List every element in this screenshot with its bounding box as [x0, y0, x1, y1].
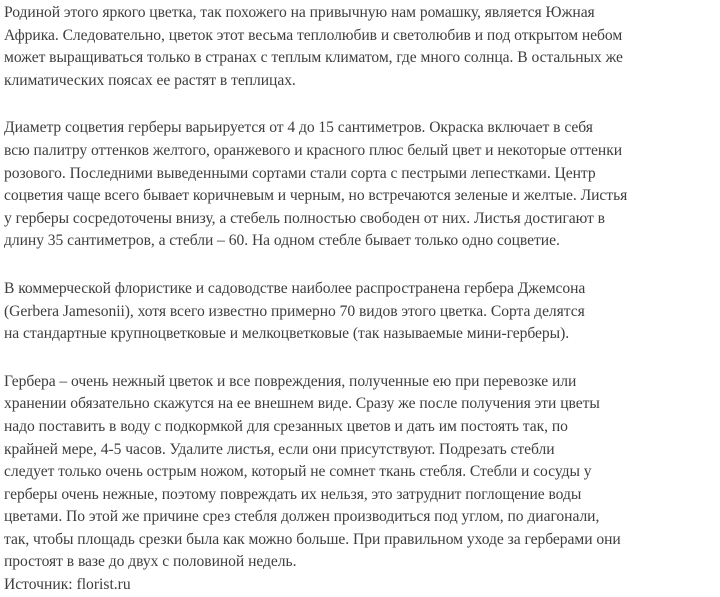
paragraph-description — [4, 117, 718, 253]
text-line: цветами. По этой же причине срез стебля должен производиться под углом, по диагонали, — [4, 508, 600, 526]
text-line: Африка. Следовательно, цветок этот весьма теплолюбив и светолюбив и под открытом небом — [4, 26, 623, 44]
text-line: простоят в вазе до двух с половиной недель. — [4, 553, 297, 571]
text-line: хранении обязательно скажутся на ее внешнем виде. Сразу же после получения эти цветы — [4, 395, 600, 413]
text-line: герберы очень нежные, поэтому повреждать их нельзя, это затруднит поглощение воды — [4, 485, 582, 503]
text-line: крайней мере, 4-5 часов. Удалите листья, если они присутствуют. Подрезать стебли — [4, 440, 555, 458]
text-line: климатических поясах ее растят в теплицах. — [4, 71, 296, 89]
text-line: Диаметр соцветия герберы варьируется от 4 до 15 сантиметров. Окраска включает в себя — [4, 119, 593, 137]
text-line: следует только очень острым ножом, который не сомнет ткань стебля. Стебли и сосуды у — [4, 463, 592, 481]
text-line: может выращиваться только в странах с теплым климатом, где много солнца. В остальных же — [4, 49, 623, 67]
text-line: надо поставить в воду с подкормкой для срезанных цветов и дать им постоять так, по — [4, 417, 568, 435]
text-line: (Gerbera Jamesonii), хотя всего известно примерно 70 видов этого цветка. Сорта делятся — [4, 302, 585, 320]
text-line: на стандартные крупноцветковые и мелкоцветковые (так называемые мини-герберы). — [4, 325, 570, 343]
paragraph-varieties — [4, 278, 718, 346]
text-line: Гербера – очень нежный цветок и все повреждения, полученные ею при перевозке или — [4, 372, 577, 390]
text-line: В коммерческой флористике и садоводстве наиболее распространена гербера Джемсона — [4, 279, 586, 297]
text-line: соцветия чаще всего бывает коричневым и черным, но встречаются зеленые и желтые. Листья — [4, 187, 628, 205]
paragraph-care — [4, 371, 718, 574]
text-line: у герберы сосредоточены внизу, а стебель полностью свободен от них. Листья достигают в — [4, 209, 605, 227]
source-credit: Источник: florist.ru — [4, 576, 131, 594]
text-line: так, чтобы площадь срезки была как можно больше. При правильном уходе за герберами они — [4, 530, 621, 548]
paragraph-origin — [4, 2, 718, 92]
text-line: всю палитру оттенков желтого, оранжевого и красного плюс белый цвет и некоторые оттенки — [4, 141, 623, 159]
text-line: Родиной этого яркого цветка, так похожего на привычную нам ромашку, является Южная — [4, 4, 595, 21]
document-body — [4, 2, 718, 597]
text-line: розового. Последними выведенными сортами стали сорта с пестрыми лепестками. Центр — [4, 164, 596, 182]
text-line: длину 35 сантиметров, а стебли – 60. На одном стебле бывает только одно соцветие. — [4, 232, 560, 250]
